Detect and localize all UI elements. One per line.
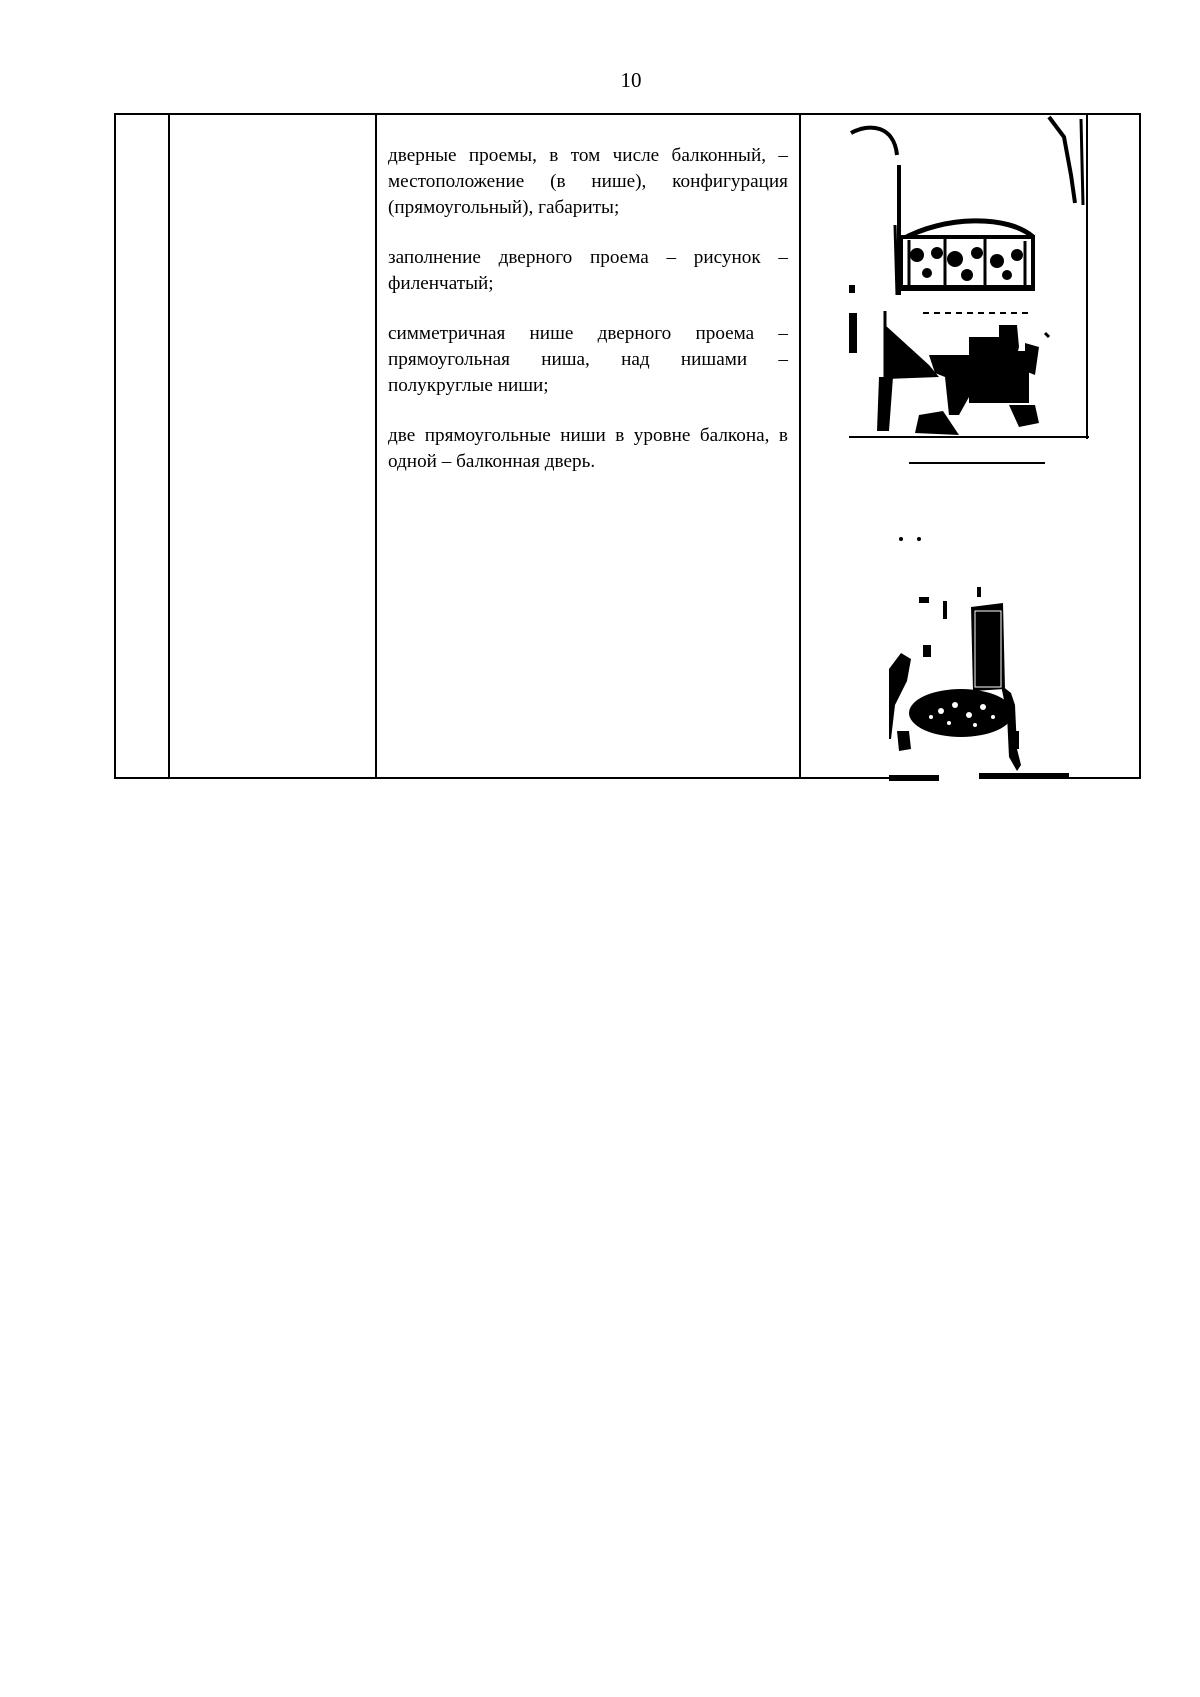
table-cell-photos	[800, 114, 1140, 778]
page-number: 10	[620, 68, 642, 92]
table-row	[115, 114, 1140, 778]
facade-door-niche-photo	[889, 535, 1069, 781]
table-cell-description	[376, 114, 800, 778]
description-table	[114, 113, 1141, 779]
description-text	[377, 115, 799, 475]
description-paragraph-balcony-niches: две прямоугольные ниши в уровне балкона, в одной – балконная дверь.	[388, 425, 788, 472]
description-paragraph-niches: симметричная нише дверного проема – прямоугольная ниша, над нишами – полукруглые ниши;	[388, 323, 788, 396]
facade-balcony-photo	[849, 115, 1089, 439]
description-paragraph-door-fill: заполнение дверного проема – рисунок – филенчатый;	[388, 247, 788, 294]
separator-line	[909, 461, 1049, 465]
table-cell-number	[115, 114, 169, 778]
description-paragraph-doors: дверные проемы, в том числе балконный, – местоположение (в нише), конфигурация (прямоугольный), габариты;	[388, 145, 788, 218]
table-cell-name	[169, 114, 376, 778]
